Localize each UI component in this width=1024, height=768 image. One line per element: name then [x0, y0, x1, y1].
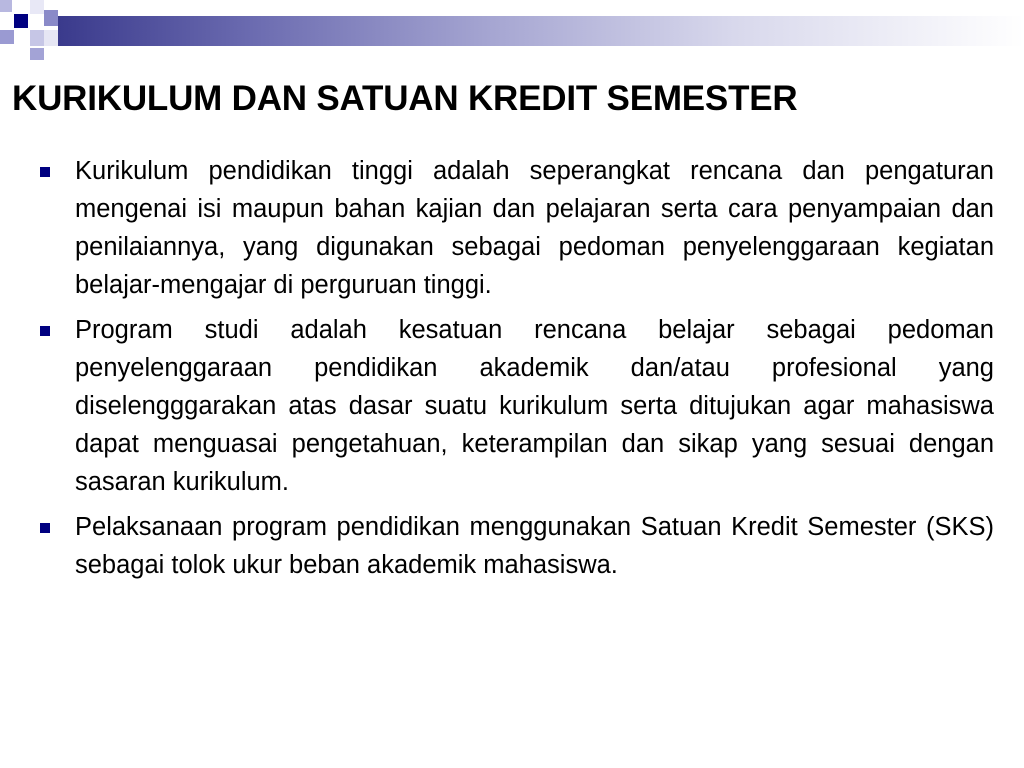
square-bullet-icon [40, 523, 50, 533]
header-gradient-bar [58, 16, 1024, 46]
bullet-text: Kurikulum pendidikan tinggi adalah seperangkat rencana dan pengaturan mengenai isi maupun bahan kajian dan pelajaran serta cara penyampaian dan penilaiannya, yang digunakan sebagai pedoman penyelenggaraan kegiatan belajar-mengajar di perguruan tinggi. [75, 157, 994, 299]
decor-square [0, 30, 14, 44]
square-bullet-icon [40, 326, 50, 336]
decor-square [44, 30, 58, 46]
bullet-item [36, 311, 994, 501]
bullet-text: Program studi adalah kesatuan rencana belajar sebagai pedoman penyelenggaraan pendidikan akademik dan/atau profesional yang diselengggarakan atas dasar suatu kurikulum serta ditujukan agar mahasiswa dapat menguasai pengetahuan, keterampilan dan sikap yang sesuai dengan sasaran kurikulum. [75, 316, 994, 496]
slide-title: KURIKULUM DAN SATUAN KREDIT SEMESTER [12, 79, 798, 118]
decor-square [44, 10, 58, 26]
square-bullet-icon [40, 167, 50, 177]
decor-square [30, 48, 44, 60]
decor-square [14, 30, 30, 46]
bullet-list [36, 152, 994, 591]
bullet-item [36, 152, 994, 304]
bullet-item [36, 508, 994, 584]
decor-square [30, 30, 44, 46]
decor-square [0, 0, 12, 12]
decor-square [14, 14, 28, 28]
decor-square [30, 0, 44, 14]
bullet-text: Pelaksanaan program pendidikan menggunakan Satuan Kredit Semester (SKS) sebagai tolok ukur beban akademik mahasiswa. [75, 513, 994, 579]
